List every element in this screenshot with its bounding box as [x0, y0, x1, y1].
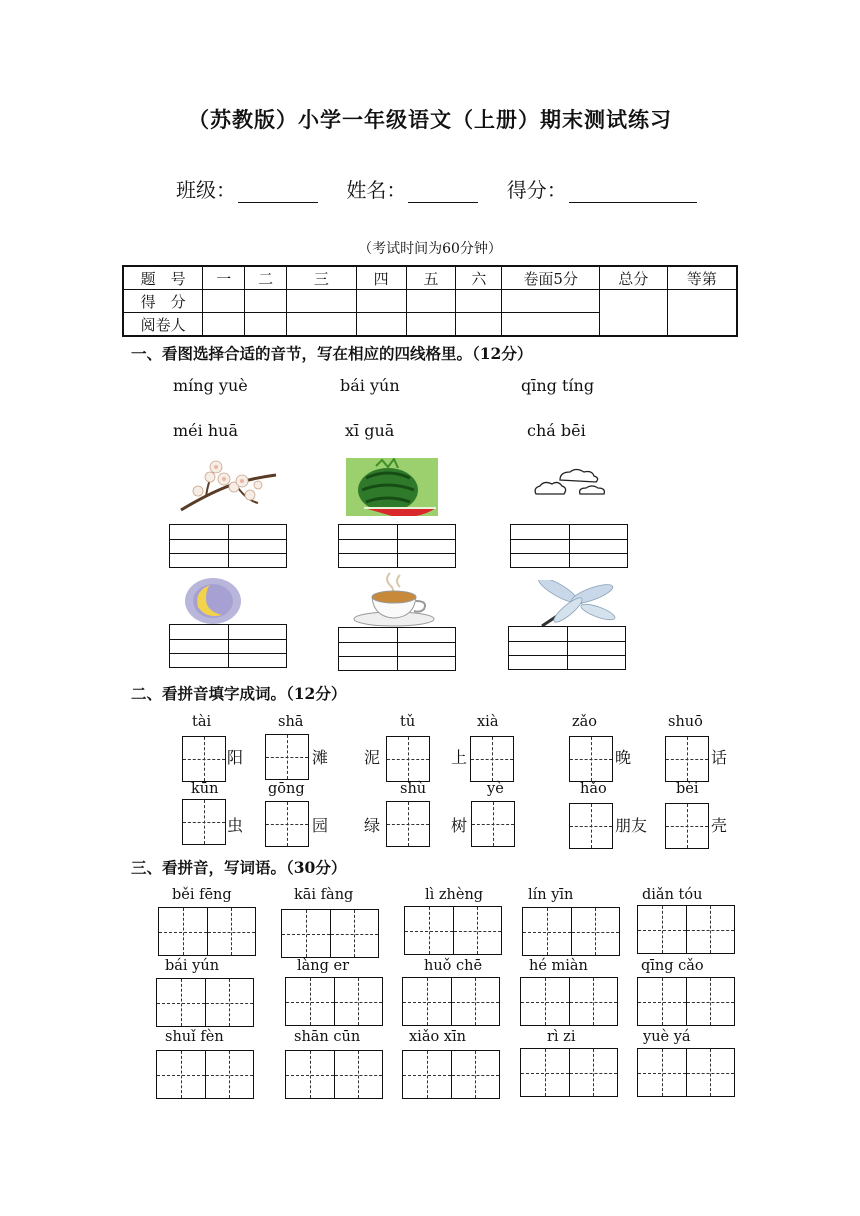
- character-box[interactable]: [569, 803, 613, 849]
- word-writing-box[interactable]: [520, 977, 618, 1026]
- moon-icon: [184, 577, 242, 625]
- character-box[interactable]: [265, 801, 309, 847]
- word-writing-box[interactable]: [156, 978, 254, 1027]
- pinyin-label: bái yún: [165, 958, 220, 974]
- score-table: [122, 265, 738, 337]
- pinyin-label: huǒ chē: [424, 958, 483, 974]
- syllable-option: méi huā: [173, 421, 238, 440]
- student-info-line: [176, 174, 697, 203]
- four-line-writing-grid[interactable]: [338, 524, 456, 568]
- score-label: 得分：: [506, 178, 567, 202]
- pinyin-label: tài: [192, 714, 212, 730]
- pinyin-label: xiǎo xīn: [409, 1029, 466, 1045]
- pinyin-label: zǎo: [572, 714, 598, 730]
- character-box[interactable]: [386, 801, 430, 847]
- score-cell[interactable]: [456, 290, 502, 313]
- pinyin-label: yuè yá: [643, 1029, 691, 1045]
- given-character: 壳: [711, 816, 728, 835]
- pinyin-label: yè: [487, 781, 504, 797]
- score-cell[interactable]: [203, 290, 245, 313]
- total-score-cell[interactable]: [599, 290, 667, 337]
- given-character: 园: [312, 816, 329, 835]
- given-character: 阳: [227, 748, 244, 767]
- four-line-writing-grid[interactable]: [338, 627, 456, 671]
- syllable-option: xī guā: [345, 421, 395, 440]
- pinyin-label: lín yīn: [528, 887, 574, 903]
- row-label: 阅卷人: [123, 313, 203, 337]
- table-header-cell: 四: [356, 266, 406, 290]
- pinyin-label: běi fēng: [172, 887, 232, 903]
- character-box[interactable]: [182, 799, 226, 845]
- pinyin-label: shā: [278, 714, 304, 730]
- word-writing-box[interactable]: [637, 905, 735, 954]
- syllable-option: chá bēi: [527, 421, 586, 440]
- pinyin-label: rì zi: [547, 1029, 576, 1045]
- word-writing-box[interactable]: [637, 977, 735, 1026]
- character-box[interactable]: [665, 803, 709, 849]
- character-box[interactable]: [569, 736, 613, 782]
- grader-cell[interactable]: [406, 313, 456, 337]
- watermelon-icon: [346, 458, 438, 516]
- score-cell[interactable]: [406, 290, 456, 313]
- syllable-option: míng yuè: [173, 376, 248, 395]
- given-character: 绿: [364, 816, 381, 835]
- character-box[interactable]: [470, 736, 514, 782]
- syllable-option: qīng tíng: [521, 376, 595, 395]
- grader-cell[interactable]: [245, 313, 287, 337]
- plum-blossom-icon: [176, 455, 280, 515]
- table-header-cell: 题 号: [123, 266, 203, 290]
- given-character: 话: [711, 748, 728, 767]
- pinyin-label: diǎn tóu: [642, 887, 703, 903]
- name-field[interactable]: [408, 182, 478, 203]
- table-header-cell: 一: [203, 266, 245, 290]
- section3-heading: 三、看拼音，写词语。（30分）: [131, 858, 347, 877]
- four-line-writing-grid[interactable]: [169, 624, 287, 668]
- given-character: 朋友: [615, 816, 648, 835]
- score-field[interactable]: [569, 182, 697, 203]
- class-label: 班级：: [176, 178, 236, 202]
- given-character: 树: [451, 816, 468, 835]
- teacup-icon: [352, 571, 436, 627]
- given-character: 泥: [364, 748, 381, 767]
- word-writing-box[interactable]: [156, 1050, 254, 1099]
- cloud-icon: [530, 466, 610, 500]
- word-writing-box[interactable]: [281, 909, 379, 958]
- dragonfly-icon: [528, 580, 618, 628]
- score-cell[interactable]: [502, 290, 600, 313]
- character-box[interactable]: [182, 736, 226, 782]
- four-line-writing-grid[interactable]: [508, 626, 626, 670]
- grade-cell[interactable]: [667, 290, 737, 337]
- given-character: 晚: [615, 748, 632, 767]
- word-writing-box[interactable]: [637, 1048, 735, 1097]
- word-writing-box[interactable]: [404, 906, 502, 955]
- pinyin-label: qīng cǎo: [641, 958, 704, 974]
- score-table-row: [123, 290, 737, 313]
- grader-cell[interactable]: [502, 313, 600, 337]
- pinyin-label: bèi: [676, 781, 699, 797]
- class-field[interactable]: [238, 182, 318, 203]
- table-header-cell: 二: [245, 266, 287, 290]
- score-cell[interactable]: [245, 290, 287, 313]
- pinyin-label: shān cūn: [294, 1029, 361, 1045]
- table-header-cell: 等第: [667, 266, 737, 290]
- grader-cell[interactable]: [203, 313, 245, 337]
- table-header-cell: 六: [456, 266, 502, 290]
- score-table-header-row: [123, 266, 737, 290]
- table-header-cell: 三: [287, 266, 357, 290]
- table-header-cell: 卷面5分: [502, 266, 600, 290]
- pinyin-label: hé miàn: [529, 958, 588, 974]
- name-label: 姓名：: [346, 178, 407, 202]
- given-character: 虫: [227, 816, 244, 835]
- word-writing-box[interactable]: [402, 977, 500, 1026]
- word-writing-box[interactable]: [520, 1048, 618, 1097]
- pinyin-label: shuō: [668, 714, 703, 730]
- syllable-option: bái yún: [340, 376, 400, 395]
- pinyin-label: kāi fàng: [294, 887, 354, 903]
- pinyin-label: hǎo: [580, 781, 607, 797]
- given-character: 滩: [312, 748, 329, 767]
- pinyin-label: shù: [400, 781, 427, 797]
- table-header-cell: 总分: [599, 266, 667, 290]
- given-character: 上: [451, 748, 468, 767]
- word-writing-box[interactable]: [522, 907, 620, 956]
- word-writing-box[interactable]: [402, 1050, 500, 1099]
- section1-heading: 一、看图选择合适的音节，写在相应的四线格里。（12分）: [131, 344, 533, 363]
- four-line-writing-grid[interactable]: [169, 524, 287, 568]
- score-cell[interactable]: [287, 290, 357, 313]
- word-writing-box[interactable]: [158, 907, 256, 956]
- exam-time-note: （考试时间为60分钟）: [358, 241, 502, 257]
- pinyin-label: làng er: [297, 958, 350, 974]
- pinyin-label: gōng: [268, 781, 305, 797]
- pinyin-label: lì zhèng: [425, 887, 484, 903]
- section2-heading: 二、看拼音填字成词。（12分）: [131, 684, 347, 703]
- character-box[interactable]: [665, 736, 709, 782]
- table-header-cell: 五: [406, 266, 456, 290]
- score-cell[interactable]: [356, 290, 406, 313]
- character-box[interactable]: [265, 734, 309, 780]
- pinyin-label: tǔ: [400, 714, 416, 730]
- four-line-writing-grid[interactable]: [510, 524, 628, 568]
- page-title: （苏教版）小学一年级语文（上册）期末测试练习: [188, 107, 672, 132]
- character-box[interactable]: [386, 736, 430, 782]
- pinyin-label: shuǐ fèn: [165, 1029, 224, 1045]
- grader-cell[interactable]: [456, 313, 502, 337]
- character-box[interactable]: [471, 801, 515, 847]
- grader-cell[interactable]: [287, 313, 357, 337]
- pinyin-label: xià: [477, 714, 499, 730]
- grader-cell[interactable]: [356, 313, 406, 337]
- pinyin-label: kūn: [191, 781, 219, 797]
- row-label: 得 分: [123, 290, 203, 313]
- word-writing-box[interactable]: [285, 1050, 383, 1099]
- word-writing-box[interactable]: [285, 977, 383, 1026]
